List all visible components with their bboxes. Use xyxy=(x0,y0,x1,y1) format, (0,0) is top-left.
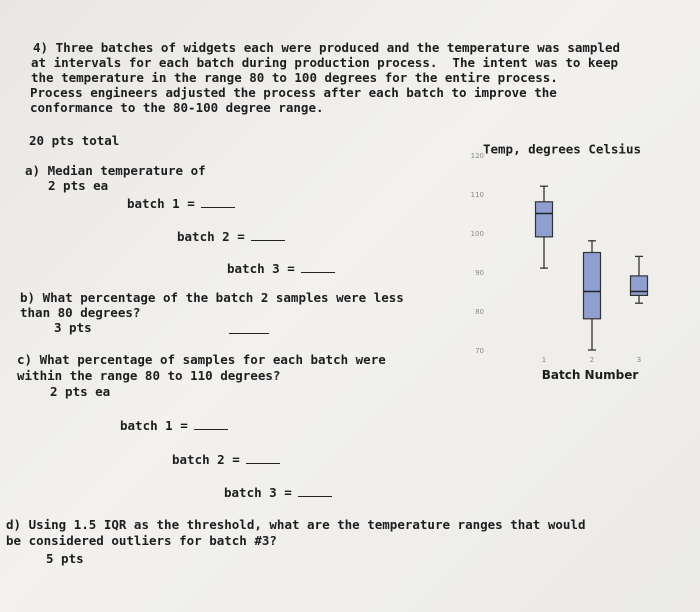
answer-blank-c1[interactable] xyxy=(194,417,228,430)
part-c-batch-2-label: batch 2 = xyxy=(172,452,240,467)
answer-blank-a2[interactable] xyxy=(251,228,285,241)
box-iqr xyxy=(631,276,648,296)
x-tick-label: 1 xyxy=(541,356,547,364)
part-a-batch-2-label: batch 2 = xyxy=(177,229,245,244)
answer-blank-a1[interactable] xyxy=(201,195,235,208)
y-tick-label: 110 xyxy=(470,191,484,199)
part-c-line-2: within the range 80 to 110 degrees? xyxy=(17,368,281,383)
x-axis-ticks xyxy=(542,356,641,364)
x-axis-label: Batch Number xyxy=(541,368,639,382)
part-c-batch-3-label: batch 3 = xyxy=(224,485,292,500)
box-series xyxy=(536,186,648,350)
question-line-2: at intervals for each batch during production process. The intent was to keep xyxy=(31,55,618,70)
part-b-points: 3 pts xyxy=(54,320,92,335)
part-c-batch-3 xyxy=(224,484,332,501)
answer-blank-c2[interactable] xyxy=(246,451,280,464)
y-tick-label: 70 xyxy=(475,347,484,355)
box-iqr xyxy=(536,202,553,237)
part-a-batch-1 xyxy=(127,195,235,212)
part-a-points: 2 pts ea xyxy=(48,178,109,193)
part-a-batch-2 xyxy=(177,228,285,245)
y-tick-label: 120 xyxy=(470,152,484,160)
part-b-line-2: than 80 degrees? xyxy=(20,305,141,320)
question-line-5: conformance to the 80-100 degree range. xyxy=(30,100,324,115)
chart-title: Temp, degrees Celsius xyxy=(482,141,642,157)
answer-blank-c3[interactable] xyxy=(298,484,332,497)
y-tick-label: 80 xyxy=(475,308,484,316)
y-tick-label: 100 xyxy=(470,230,484,238)
question-line-4: Process engineers adjusted the process after each batch to improve the xyxy=(30,85,557,100)
part-c-batch-1-label: batch 1 = xyxy=(120,418,188,433)
part-a-batch-1-label: batch 1 = xyxy=(127,196,195,211)
part-d-line-2: be considered outliers for batch #3? xyxy=(6,533,277,548)
part-c-points: 2 pts ea xyxy=(50,384,111,399)
answer-blank-a3[interactable] xyxy=(301,260,335,273)
question-line-1: 4) Three batches of widgets each were produced and the temperature was sampled xyxy=(33,40,620,55)
part-c-batch-1 xyxy=(120,417,228,434)
box-iqr xyxy=(584,253,601,319)
box-plot-chart xyxy=(440,140,680,390)
part-a-title: a) Median temperature of xyxy=(25,163,206,178)
part-c-line-1: c) What percentage of samples for each batch were xyxy=(17,352,386,367)
y-tick-label: 90 xyxy=(475,269,484,277)
part-a-batch-3 xyxy=(227,260,335,277)
x-tick-label: 3 xyxy=(636,356,642,364)
part-d-points: 5 pts xyxy=(46,551,84,566)
x-tick-label: 2 xyxy=(589,356,595,364)
question-line-3: the temperature in the range 80 to 100 degrees for the entire process. xyxy=(31,70,558,85)
answer-blank-b[interactable] xyxy=(229,333,269,334)
part-a-batch-3-label: batch 3 = xyxy=(227,261,295,276)
y-axis-ticks xyxy=(471,152,484,355)
part-c-batch-2 xyxy=(172,451,280,468)
part-b-line-1: b) What percentage of the batch 2 samples were less xyxy=(20,290,404,305)
part-d-line-1: d) Using 1.5 IQR as the threshold, what are the temperature ranges that would xyxy=(6,517,586,532)
points-total: 20 pts total xyxy=(29,133,120,148)
